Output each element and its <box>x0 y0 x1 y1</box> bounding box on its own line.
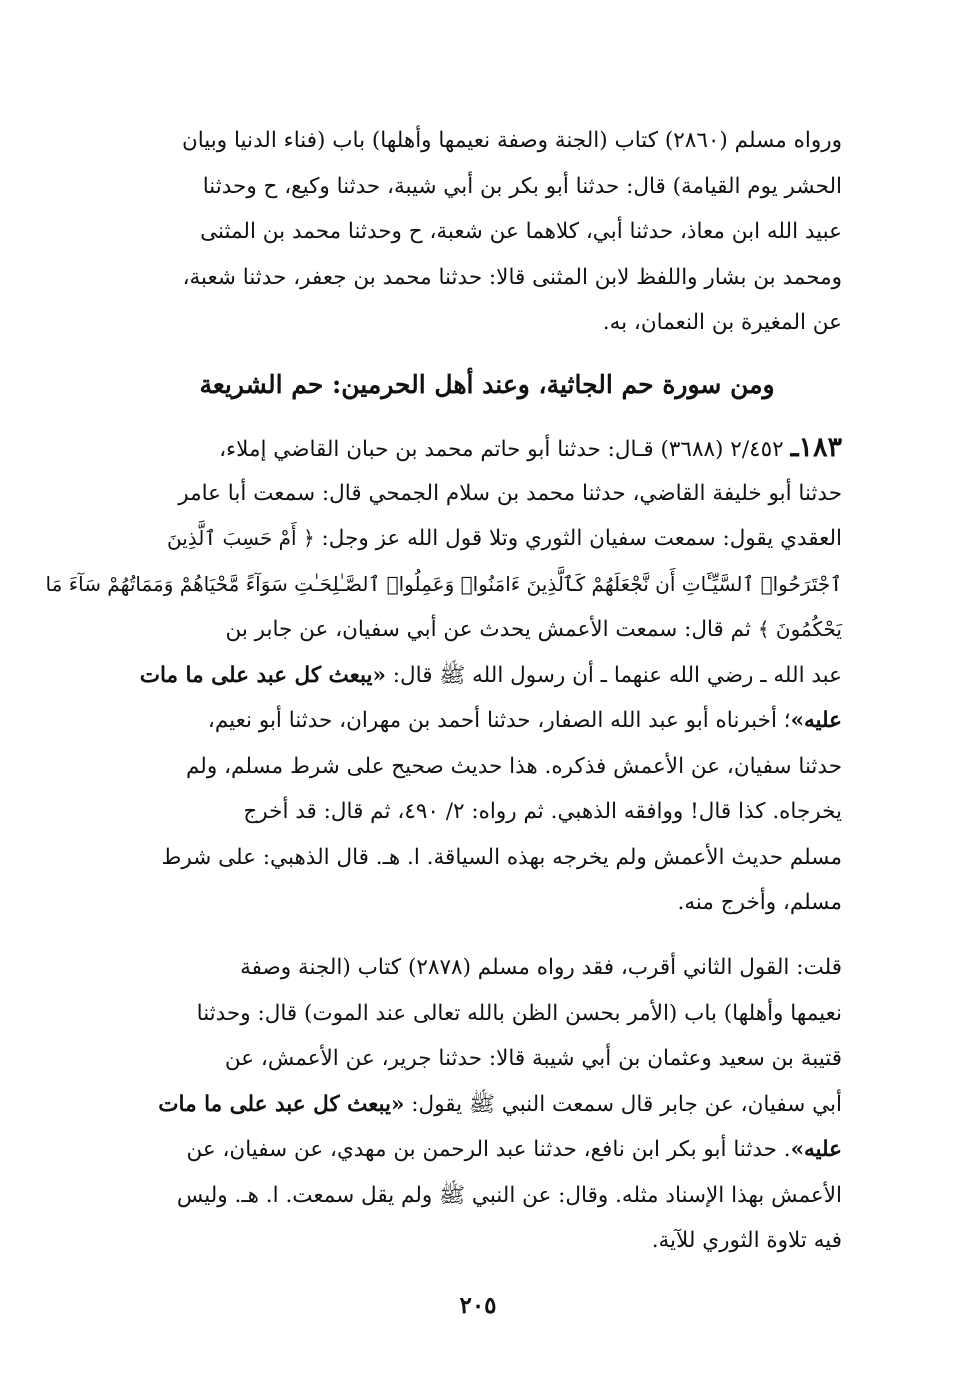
text-line: فيه تلاوة الثوري للآية. <box>651 1228 842 1253</box>
text-line: حدثنا سفيان، عن الأعمش فذكره. هذا حديث صحيح على شرط مسلم، ولم <box>186 753 842 779</box>
hadith-text-bold: عليه» <box>790 708 842 733</box>
quran-verse: ﴿ أَمْ حَسِبَ ٱلَّذِينَ <box>167 526 315 550</box>
text-run: ؛ أخبرناه أبو عبد الله الصفار، حدثنا أحمد بن مهران، حدثنا أبو نعيم، <box>207 708 791 733</box>
text-run: العقدي يقول: سمعت سفيان الثوري وتلا قول الله عز وجل: <box>314 526 842 551</box>
hadith-text-bold: «يبعث كل عبد على ما مات <box>158 1091 405 1117</box>
text-line: ورواه مسلم (٢٨٦٠) كتاب (الجنة وصفة نعيمها وأهلها) باب (فناء الدنيا وبيان <box>181 128 842 153</box>
text-line <box>132 1127 842 1173</box>
text-line <box>132 516 842 562</box>
text-line <box>132 1082 842 1128</box>
text-line: حدثنا أبو خليفة القاضي، حدثنا محمد بن سلام الجمحي قال: سمعت أبا عامر <box>178 480 842 506</box>
text-line: قتيبة بن سعيد وعثمان بن أبي شيبة قالا: حدثنا جرير، عن الأعمش، عن <box>224 1046 842 1071</box>
text-line <box>132 698 842 744</box>
text-run: . حدثنا أبو بكر ابن نافع، حدثنا عبد الرحمن بن مهدي، عن سفيان، عن <box>186 1137 791 1162</box>
quran-verse: يَحْكُمُونَ ﴾ <box>757 617 842 641</box>
text-line: ومحمد بن بشار واللفظ لابن المثنى قالا: حدثنا محمد بن جعفر، حدثنا شعبة، <box>182 264 842 290</box>
text-line: عبيد الله ابن معاذ، حدثنا أبي، كلاهما عن شعبة، ح وحدثنا محمد بن المثنى <box>200 219 842 244</box>
hadith-text-bold: «يبعث كل عبد على ما مات <box>139 662 386 688</box>
paragraph-muslim-narration <box>132 118 842 346</box>
section-heading: ومن سورة حم الجاثية، وعند أهل الحرمين: حم الشريعة <box>199 370 775 399</box>
text-line: الأعمش بهذا الإسناد مثله. وقال: عن النبي ﷺ ولم يقل سمعت. ا. هـ. وليس <box>176 1182 842 1208</box>
text-line: الحشر يوم القيامة) قال: حدثنا أبو بكر بن أبي شيبة، حدثنا وكيع، ح وحدثنا <box>202 173 842 199</box>
text-line <box>132 607 842 653</box>
text-line: مسلم حديث الأعمش ولم يخرجه بهذه السياقة. ا. هـ. قال الذهبي: على شرط <box>161 844 842 870</box>
text-line: عن المغيرة بن النعمان، به. <box>602 310 842 335</box>
paragraph-hadith-183 <box>45 425 842 926</box>
paragraph-commentary <box>132 945 842 1264</box>
text-line <box>132 425 842 471</box>
text-line: مسلم، وأخرج منه. <box>677 890 842 915</box>
hadith-text-bold: عليه» <box>790 1137 842 1162</box>
text-run: ثم قال: سمعت الأعمش يحدث عن أبي سفيان، عن جابر بن <box>225 617 758 642</box>
text-line: نعيمها وأهلها) باب (الأمر بحسن الظن بالله تعالى عند الموت) قال: وحدثنا <box>196 1000 842 1026</box>
text-line: قلت: القول الثاني أقرب، فقد رواه مسلم (٢٨٧٨) كتاب (الجنة وصفة <box>240 955 842 980</box>
text-line <box>132 653 842 699</box>
text-run: أبي سفيان، عن جابر قال سمعت النبي ﷺ يقول: <box>404 1091 842 1117</box>
page-number: ٢٠٥ <box>459 1292 497 1319</box>
text-line: يخرجاه. كذا قال! ووافقه الذهبي. ثم رواه: ٢/ ٤٩٠، ثم قال: قد أخرج <box>243 799 842 824</box>
hadith-number: ١٨٣ـ <box>790 432 842 463</box>
text-run: عبد الله ـ رضي الله عنهما ـ أن رسول الله ﷺ قال: <box>385 662 842 688</box>
quran-verse-line: ٱجْتَرَحُوا۟ ٱلسَّيِّـَٔاتِ أَن نَّجْعَلَهُمْ كَٱلَّذِينَ ءَامَنُوا۟ وَعَمِلُوا۟ ٱلصَّـٰلِحَـٰتِ سَوَآءً مَّحْيَاهُمْ وَمَمَاتُهُمْ سَآءَ مَا <box>45 571 842 596</box>
text-run: ٢/٤٥٢ (٣٦٨٨) قـال: حدثنا أبو حاتم محمد بن حبان القاضي إملاء، <box>219 437 791 462</box>
